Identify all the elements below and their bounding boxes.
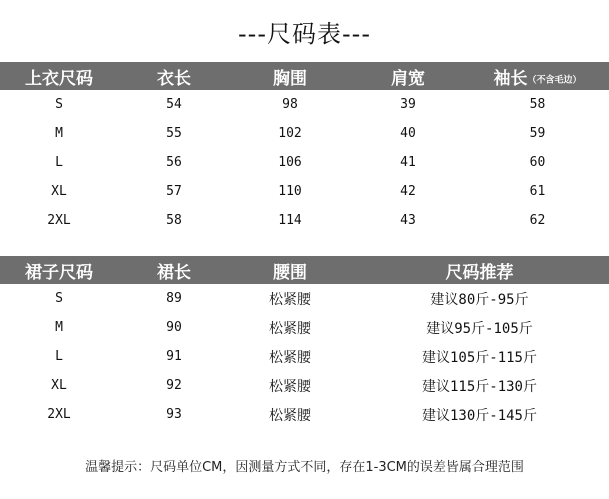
sleeve-note: （不含毛边）: [527, 75, 582, 85]
size-cell: L: [55, 155, 63, 170]
size-cell: M: [55, 126, 63, 141]
shoulder-cell: 43: [400, 213, 416, 228]
header-waist: 腰围: [273, 262, 307, 283]
sleeve-cell: 60: [529, 155, 546, 170]
footer-note: 温馨提示：尺码单位CM，因测量方式不同，存在1-3CM的误差皆属合理范围: [85, 460, 524, 475]
table-row: [0, 90, 609, 119]
sleeve-cell: 62: [529, 213, 546, 228]
chest-cell: 114: [278, 213, 302, 228]
recommendation-cell: 建议105斤-115斤: [421, 349, 537, 366]
waist-cell: 松紧腰: [269, 320, 311, 337]
shoulder-cell: 39: [400, 97, 416, 112]
header-sleeve: 袖长: [493, 68, 528, 89]
table-row: [0, 206, 609, 235]
recommendation-cell: 建议80斤-95斤: [430, 291, 529, 308]
table-row: [0, 119, 609, 148]
table-row: [0, 284, 609, 313]
recommendation-cell: 建议130斤-145斤: [421, 407, 537, 424]
shoulder-cell: 41: [400, 155, 416, 170]
shoulder-cell: 42: [400, 184, 416, 199]
length-cell: 55: [166, 126, 182, 141]
length-cell: 54: [166, 97, 182, 112]
size-cell: XL: [51, 378, 67, 393]
header-chest: 胸围: [273, 68, 307, 89]
table-row: [0, 177, 609, 206]
skirt-length-cell: 90: [166, 320, 182, 335]
table-row: [0, 400, 609, 429]
length-cell: 57: [166, 184, 182, 199]
skirt-table-header: [0, 256, 609, 284]
top-size-table: [0, 62, 609, 235]
header-skirt-size: 裙子尺码: [25, 262, 93, 283]
shoulder-cell: 40: [400, 126, 416, 141]
chest-cell: 102: [278, 126, 302, 141]
recommendation-cell: 建议95斤-105斤: [426, 320, 533, 337]
size-cell: M: [55, 320, 63, 335]
chest-cell: 110: [278, 184, 302, 199]
header-recommendation: 尺码推荐: [445, 262, 514, 283]
sleeve-cell: 61: [529, 184, 546, 199]
sleeve-cell: 59: [529, 126, 546, 141]
size-cell: S: [55, 97, 63, 112]
length-cell: 56: [166, 155, 182, 170]
header-top-size: 上衣尺码: [25, 68, 93, 89]
waist-cell: 松紧腰: [269, 407, 311, 424]
size-cell: 2XL: [47, 213, 71, 228]
size-cell: 2XL: [47, 407, 71, 422]
chest-cell: 98: [282, 97, 298, 112]
size-cell: S: [55, 291, 63, 306]
recommendation-cell: 建议115斤-130斤: [421, 378, 537, 395]
top-table-header: [0, 62, 609, 90]
waist-cell: 松紧腰: [269, 291, 311, 308]
waist-cell: 松紧腰: [269, 349, 311, 366]
table-row: [0, 313, 609, 342]
size-cell: L: [55, 349, 63, 364]
skirt-length-cell: 93: [166, 407, 182, 422]
skirt-length-cell: 91: [166, 349, 182, 364]
length-cell: 58: [166, 213, 182, 228]
sleeve-cell: 58: [529, 97, 546, 112]
skirt-size-table: [0, 256, 609, 429]
header-sleeve-cell: [466, 64, 609, 89]
header-shoulder: 肩宽: [391, 68, 425, 89]
page-title: ---尺码表---: [238, 20, 371, 48]
skirt-length-cell: 92: [166, 378, 182, 393]
header-length: 衣长: [157, 68, 191, 89]
chest-cell: 106: [278, 155, 302, 170]
table-row: [0, 371, 609, 400]
table-row: [0, 342, 609, 371]
header-skirt-length: 裙长: [157, 262, 191, 283]
waist-cell: 松紧腰: [269, 378, 311, 395]
size-cell: XL: [51, 184, 67, 199]
skirt-length-cell: 89: [166, 291, 182, 306]
table-row: [0, 148, 609, 177]
